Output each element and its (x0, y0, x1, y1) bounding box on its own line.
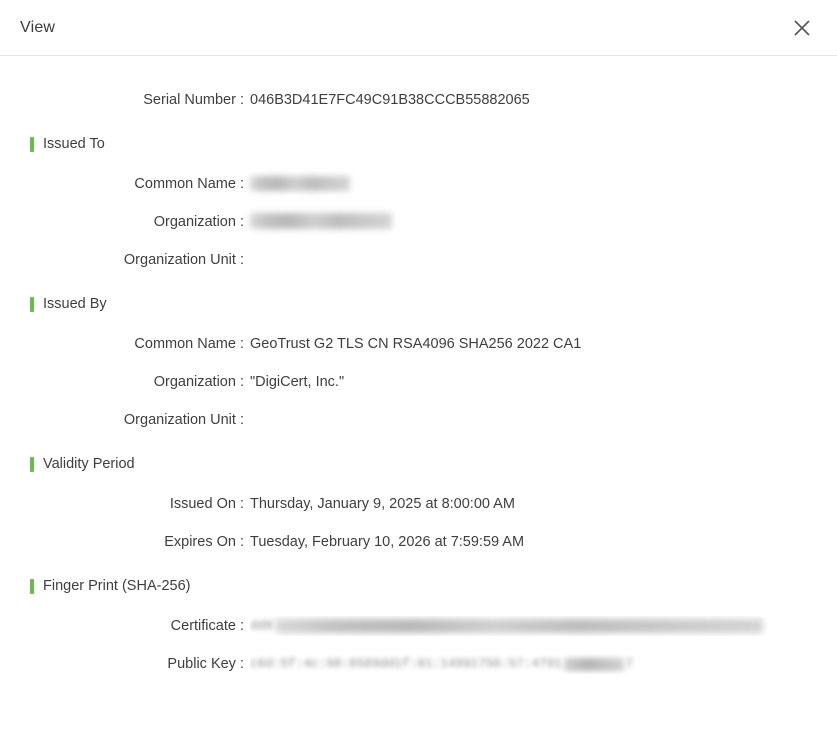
issued-on-label: Issued On : (169, 496, 244, 512)
section-marker-icon (30, 137, 34, 152)
issued-to-organization-unit-label: Organization Unit : (123, 252, 244, 268)
section-marker-icon (30, 297, 34, 312)
serial-number-value: 046B3D41E7FC49C91B38CCCB55882065 (250, 92, 530, 108)
section-issued-by (30, 296, 837, 312)
serial-number-label: Serial Number : (143, 92, 244, 108)
issued-to-common-name-value (250, 174, 837, 194)
field-issued-to-common-name (0, 174, 837, 194)
section-marker-icon (30, 457, 34, 472)
issued-by-organization-unit-label: Organization Unit : (123, 412, 244, 428)
section-finger-print (30, 578, 837, 594)
field-issued-by-common-name (0, 334, 837, 354)
field-issued-to-organization (0, 212, 837, 232)
section-validity-period (30, 456, 837, 472)
redacted-value (275, 619, 763, 633)
field-expires-on (0, 532, 837, 552)
issued-on-value: Thursday, January 9, 2025 at 8:00:00 AM (250, 496, 515, 512)
fingerprint-certificate-label: Certificate : (170, 618, 244, 634)
issued-by-organization-value: "DigiCert, Inc." (250, 374, 345, 390)
section-title-issued-by: Issued By (43, 296, 107, 312)
field-fingerprint-certificate (0, 616, 837, 636)
page-title: View (20, 18, 56, 36)
issued-to-organization-label: Organization : (153, 214, 244, 230)
section-title-issued-to: Issued To (43, 136, 105, 152)
issued-to-organization-value (250, 212, 837, 232)
fingerprint-certificate-text: dd8 (250, 618, 273, 633)
fingerprint-public-key-value (250, 654, 837, 674)
section-marker-icon (30, 579, 34, 594)
redacted-value (564, 658, 624, 671)
close-icon[interactable] (789, 15, 815, 41)
field-serial-number (0, 90, 837, 110)
issued-to-common-name-label: Common Name : (134, 176, 244, 192)
redacted-value (250, 176, 350, 191)
section-title-finger-print: Finger Print (SHA-256) (43, 578, 191, 594)
expires-on-value: Tuesday, February 10, 2026 at 7:59:59 AM (250, 534, 525, 550)
field-issued-on (0, 494, 837, 514)
expires-on-label: Expires On : (164, 534, 244, 550)
issued-by-common-name-value: GeoTrust G2 TLS CN RSA4096 SHA256 2022 CA1 (250, 336, 582, 352)
fingerprint-public-key-text: c6d:5f:4c:98:6589dd1f:81:14991756:57:4791 (250, 656, 562, 671)
section-title-validity-period: Validity Period (43, 456, 135, 472)
fingerprint-public-key-label: Public Key : (167, 656, 244, 672)
field-fingerprint-public-key (0, 654, 837, 674)
fingerprint-public-key-tail-text: 7 (625, 656, 634, 671)
field-issued-by-organization-unit (0, 410, 837, 430)
dialog-body (0, 56, 837, 746)
field-issued-to-organization-unit (0, 250, 837, 270)
field-issued-by-organization (0, 372, 837, 392)
issued-by-organization-label: Organization : (153, 374, 244, 390)
dialog-header (0, 0, 837, 56)
section-issued-to (30, 136, 837, 152)
issued-by-common-name-label: Common Name : (134, 336, 244, 352)
redacted-value (250, 213, 392, 229)
fingerprint-certificate-value (250, 616, 837, 636)
